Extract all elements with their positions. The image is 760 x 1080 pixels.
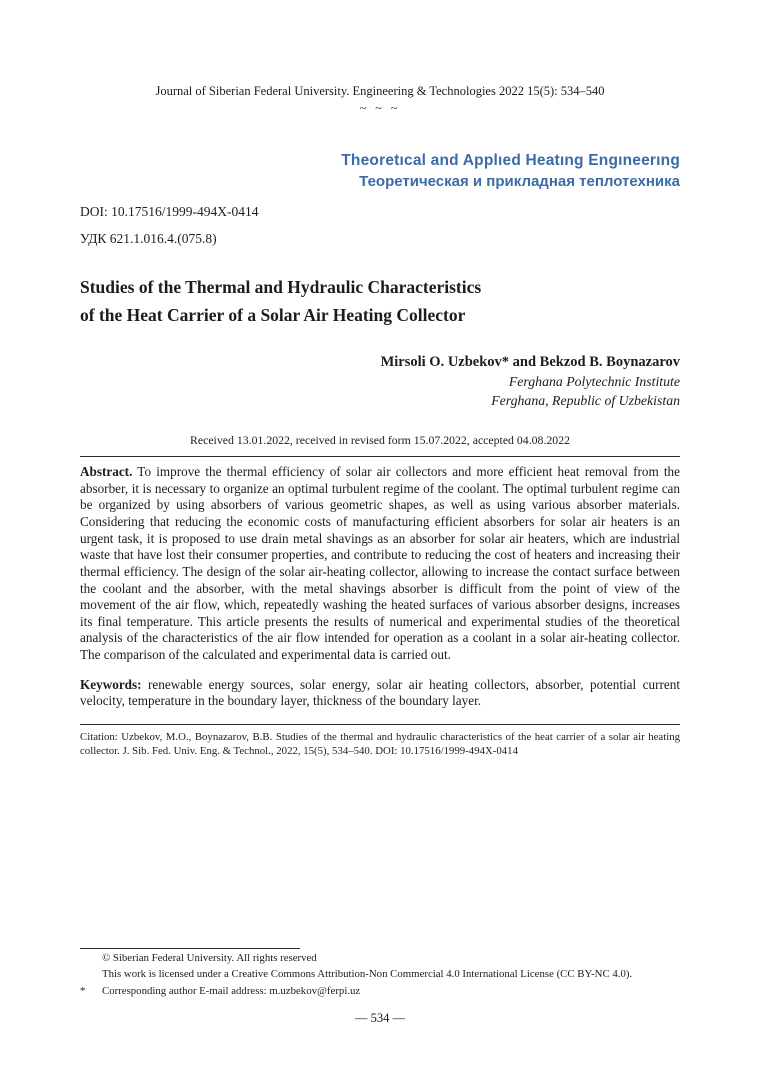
keywords-label: Keywords: [80,676,142,692]
abstract-paragraph [80,464,680,664]
corresponding-author-line [80,985,680,998]
license-line: This work is licensed under a Creative Commons Attribution-Non Commercial 4.0 International License (CC BY-NC 4.0). [102,968,633,981]
footnote-asterisk: * [80,984,86,997]
section-title-ru: Теоретическая и прикладная теплотехника [359,173,680,190]
journal-header: Journal of Siberian Federal University. Engineering & Technologies 2022 15(5): 534–540 [155,84,605,98]
udk: УДК 621.1.016.4.(075.8) [80,231,217,246]
paper-title [80,273,680,330]
doi: DOI: 10.17516/1999-494X-0414 [80,204,259,219]
affiliation-institute: Ferghana Polytechnic Institute [508,373,680,389]
keywords-paragraph [80,677,680,710]
received-dates: Received 13.01.2022, received in revised form 15.07.2022, accepted 04.08.2022 [189,433,570,448]
authors-block [80,354,680,409]
paper-title-line2: of the Heat Carrier of a Solar Air Heating Collector [80,305,466,326]
abstract-top-rule [80,456,680,457]
section-title-en: Theoretıcal and Applıed Heatıng Engıneerıng [341,152,680,169]
footnote-rule [80,948,300,949]
copyright-line: © Siberian Federal University. All rights reserved [102,951,317,964]
abstract-text: To improve the thermal efficiency of solar air collectors and more efficient heat removal from the absorber, it is necessary to organize an optimal turbulent regime of the coolant. The optimal turbulent regime can be organized by using absorbers of various geometric shapes, as well as using various absorber materials. Considering that reducing the economic costs of manufacturing efficient absorbers for solar air heaters is an urgent task, it is proposed to use drain metal shavings as an absorber for solar air heaters, which are industrial waste that have lost their consumer properties, and contribute to reducing the cost of heaters and increasing their thermal efficiency. The design of the solar air-heating collector, allowing to increase the contact surface between the coolant and the absorber, with the metal shavings absorber is difficult from the point of view of the movement of the air flow, which, repeatedly washing the heated surfaces of various absorber designs, increases its final temperature. This article presents the results of numerical and experimental studies of the theoretical analysis of the characteristics of the air flow intended for operation as a coolant in a solar air-heating collector. The comparison of the calculated and experimental data is carried out. [80,464,680,663]
paper-title-line1: Studies of the Thermal and Hydraulic Characteristics [80,277,482,297]
citation-text: Citation: Uzbekov, M.O., Boynazarov, B.B. Studies of the thermal and hydraulic characteristics of the heat carrier of a solar air heating collector. J. Sib. Fed. Univ. Eng. & Technol., 2022, 15(5), 534–540. DOI: 10.17516/1999-494X-0414 [80,730,680,757]
abstract-label: Abstract. [80,464,133,480]
tilde-separator: ~ ~ ~ [359,101,401,115]
page-footer [80,948,680,1026]
corresponding-author-text: Corresponding author E-mail address: m.uzbekov@ferpi.uz [102,984,361,997]
citation-top-rule [80,724,680,725]
page-number: — 534 — [355,1011,405,1025]
affiliation-location: Ferghana, Republic of Uzbekistan [491,392,680,408]
section-heading [80,152,680,190]
author-names: Mirsoli O. Uzbekov* and Bekzod B. Boynazarov [380,353,680,370]
keywords-text: renewable energy sources, solar energy, solar air heating collectors, absorber, potential current velocity, temperature in the boundary layer, thickness of the boundary layer. [80,676,680,709]
